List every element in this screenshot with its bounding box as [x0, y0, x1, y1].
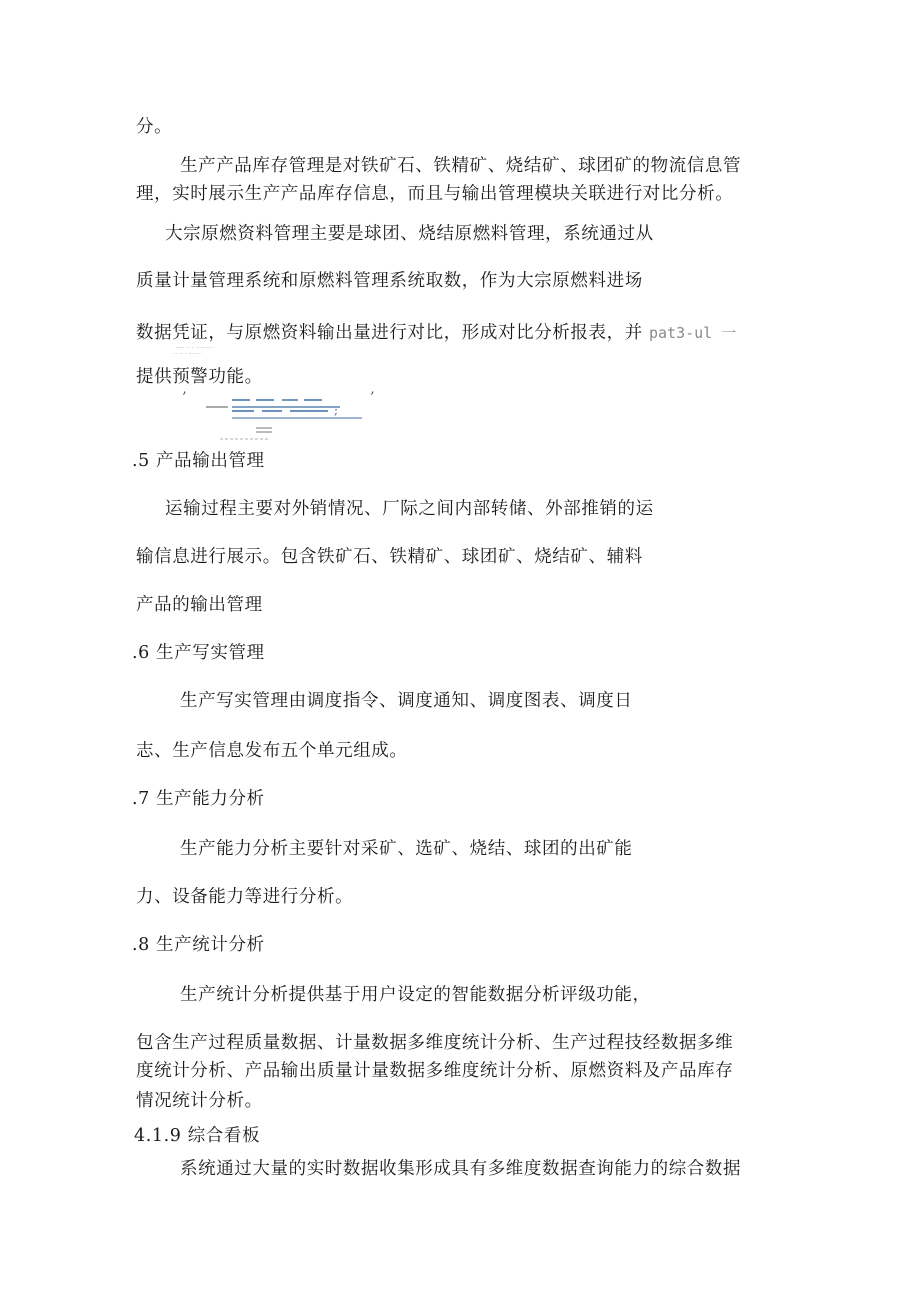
para-transport-line-1: 运输过程主要对外销情况、厂际之间内部转储、外部推销的运	[165, 499, 654, 519]
svg-text:’: ’	[370, 390, 375, 406]
para-capacity-line-1: 生产能力分析主要针对采矿、选矿、烧结、球团的出矿能	[180, 839, 633, 859]
para-record-line-1: 生产写实管理由调度指令、调度通知、调度图表、调度日	[180, 691, 633, 711]
para-raw-fuel-line-3-text: 数据凭证，与原燃资料输出量进行对比，形成对比分析报表，并	[136, 323, 643, 343]
para-transport-line-3: 产品的输出管理	[136, 595, 263, 615]
section-heading-6: .6 生产写实管理	[132, 643, 265, 663]
tiny-artifact-text-1: —— · ·· ·· ············· ·	[176, 345, 215, 350]
para-raw-fuel-line-3	[136, 322, 736, 344]
para-statistics-line-4: 情况统计分析。	[136, 1091, 263, 1111]
para-raw-fuel-line-2: 质量计量管理系统和原燃料管理系统取数，作为大宗原燃料进场	[136, 271, 643, 291]
para-statistics-line-2: 包含生产过程质量数据、计量数据多维度统计分析、生产过程技经数据多维	[136, 1033, 734, 1053]
section-heading-7: .7 生产能力分析	[132, 789, 265, 809]
para-statistics-line-1: 生产统计分析提供基于用户设定的智能数据分析评级功能，	[180, 985, 651, 1005]
para-raw-fuel-line-4: 提供预警功能。	[136, 367, 263, 387]
para-statistics-line-3: 度统计分析、产品输出质量计量数据多维度统计分析、原燃资料及产品库存	[136, 1061, 734, 1081]
para-inventory-line-1: 生产产品库存管理是对铁矿石、铁精矿、烧结矿、球团矿的物流信息管	[180, 156, 742, 176]
para-raw-fuel-line-1: 大宗原燃资料管理主要是球团、烧结原燃料管理，系统通过从	[165, 224, 654, 244]
para-record-line-2: 志、生产信息发布五个单元组成。	[136, 741, 408, 761]
section-heading-8: .8 生产统计分析	[132, 935, 265, 955]
tiny-artifact-text-2: · ·· ···· ·· ········· ·	[172, 351, 203, 356]
para-inventory-line-2: 理，实时展示生产产品库存信息，而且与输出管理模块关联进行对比分析。	[136, 184, 734, 204]
svg-text:;: ;	[334, 403, 339, 417]
para-transport-line-2: 输信息进行展示。包含铁矿石、铁精矿、球团矿、烧结矿、辅料	[136, 547, 643, 567]
scan-artifact-graphic	[170, 388, 400, 440]
svg-text:’: ’	[182, 390, 187, 406]
para-capacity-line-2: 力、设备能力等进行分析。	[136, 887, 354, 907]
para-fragment-end: 分。	[136, 117, 173, 137]
ocr-artifact-note: pat3-ul 一	[648, 324, 737, 342]
section-heading-5: .5 产品输出管理	[132, 451, 265, 471]
para-dashboard-line-1: 系统通过大量的实时数据收集形成具有多维度数据查询能力的综合数据	[180, 1159, 742, 1179]
section-heading-9: 4.1.9 综合看板	[134, 1126, 261, 1146]
